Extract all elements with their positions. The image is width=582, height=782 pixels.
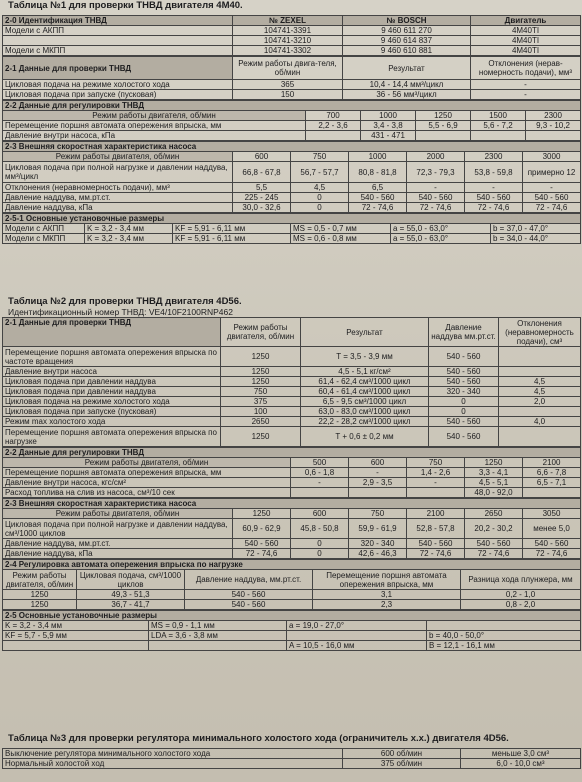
table-cell: 5,5 - 6,9 <box>416 121 471 131</box>
table-cell: 2-5 Основные установочные размеры <box>3 611 581 621</box>
table-cell: 2100 <box>523 458 581 468</box>
table-cell: Режим работы двигателя, об/мин <box>3 458 291 468</box>
table-cell: - <box>349 468 407 478</box>
table-cell: Режим работы двигателя, об/мин <box>3 111 306 121</box>
table-cell: b = 37,0 - 47,0° <box>491 224 581 234</box>
table-row <box>3 549 581 559</box>
table-row <box>3 367 581 377</box>
table-cell: KF = 5,7 - 5,9 мм <box>3 631 149 641</box>
table-cell: 0,2 - 1,0 <box>461 590 581 600</box>
table-cell: 600 <box>233 152 291 162</box>
table-cell: 1250 <box>416 111 471 121</box>
table-cell: 6,5 - 7,1 <box>523 478 581 488</box>
table-cell: T = 3,5 - 3,9 мм <box>301 347 429 367</box>
table-cell: 540 - 560 <box>465 539 523 549</box>
table-cell <box>499 347 581 367</box>
table-cell: 72 - 74,6 <box>407 549 465 559</box>
table-cell: 2-5-1 Основные установочные размеры <box>3 214 581 224</box>
table-cell: 72 - 74,6 <box>465 549 523 559</box>
table-2-section-2-1 <box>2 317 581 447</box>
table-cell: Цикловая подача при полной нагрузке и давлении наддува, мм³/цикл <box>3 162 233 183</box>
table-cell: 540 - 560 <box>429 377 499 387</box>
table-cell: 0 <box>291 539 349 549</box>
table-cell: 0,8 - 2,0 <box>461 600 581 610</box>
table-cell: 540 - 560 <box>185 590 313 600</box>
table-cell: 59,9 - 61,9 <box>349 519 407 539</box>
table-cell: меньше 3,0 см³ <box>461 749 581 759</box>
table-row <box>3 387 581 397</box>
table-cell: 1000 <box>361 111 416 121</box>
table-row <box>3 749 581 759</box>
table-cell: 2,2 - 3,6 <box>306 121 361 131</box>
table-cell: 540 - 560 <box>465 193 523 203</box>
table-2-subtitle: Идентификационный номер ТНВД: VE4/10F2100RNP462 <box>8 307 233 317</box>
table-cell <box>149 641 287 651</box>
table-cell: Цикловая подача при полной нагрузке и давлении наддува, см³/1000 циклов <box>3 519 233 539</box>
table-cell: 6,0 - 10,0 см³ <box>461 759 581 769</box>
table-cell: Результат <box>343 57 471 80</box>
table-cell: 2-1 Данные для проверки ТНВД <box>3 57 233 80</box>
table-row <box>3 26 581 36</box>
table-cell: 42,6 - 46,3 <box>349 549 407 559</box>
table-cell: № ZEXEL <box>233 16 343 26</box>
table-cell: 540 - 560 <box>429 427 499 447</box>
table-cell: MS = 0,9 - 1,1 мм <box>149 621 287 631</box>
table-cell: 3000 <box>523 152 581 162</box>
table-cell: 2,0 <box>499 397 581 407</box>
table-cell: 2100 <box>407 509 465 519</box>
table-cell: 49,3 - 51,3 <box>77 590 185 600</box>
table-cell: 72 - 74,6 <box>523 549 581 559</box>
table-cell: 540 - 560 <box>429 367 499 377</box>
table-cell: Расход топлива на слив из насоса, см³/10 сек <box>3 488 291 498</box>
table-cell: 56,7 - 57,7 <box>291 162 349 183</box>
table-cell: Режим max холостого хода <box>3 417 221 427</box>
table-cell: 52,8 - 57,8 <box>407 519 465 539</box>
table-cell: 1250 <box>3 600 77 610</box>
table-cell: 104741-3302 <box>233 46 343 56</box>
table-cell: 3,4 - 3,8 <box>361 121 416 131</box>
table-cell: 0,6 - 1,8 <box>291 468 349 478</box>
table-cell: 365 <box>233 80 343 90</box>
table-cell: 9,3 - 10,2 <box>526 121 581 131</box>
table-cell: 4,0 <box>499 417 581 427</box>
table-cell: Модели с АКПП <box>3 26 233 36</box>
table-1-section-2-2 <box>2 100 581 141</box>
table-cell: Результат <box>301 318 429 347</box>
table-cell: KF = 5,91 - 6,11 мм <box>173 224 291 234</box>
table-cell: 63,0 - 83,0 см³/1000 цикл <box>301 407 429 417</box>
table-cell: 30,0 - 32,6 <box>233 203 291 213</box>
table-cell: Перемещение поршня автомата опережения впрыска, мм <box>313 570 461 590</box>
table-cell: Цикловая подача при давлении наддува <box>3 387 221 397</box>
table-cell: Давление внутри насоса, кПа <box>3 131 306 141</box>
table-cell: Цикловая подача, см³/1000 циклов <box>77 570 185 590</box>
table-cell: 0 <box>291 549 349 559</box>
table-cell: 150 <box>233 90 343 100</box>
table-cell: Модели с АКПП <box>3 224 85 234</box>
table-cell: 375 об/мин <box>343 759 461 769</box>
table-cell: 0 <box>429 407 499 417</box>
table-1-section-2-1 <box>2 56 581 100</box>
table-row <box>3 131 581 141</box>
table-cell: 540 - 560 <box>233 539 291 549</box>
table-cell: 500 <box>291 458 349 468</box>
table-cell: 36,7 - 41,7 <box>77 600 185 610</box>
table-cell: Давление внутри насоса <box>3 367 221 377</box>
table-cell: Давление наддува, мм.рт.ст. <box>185 570 313 590</box>
table-cell <box>3 36 233 46</box>
table-row <box>3 183 581 193</box>
table-cell: K = 3,2 - 3,4 мм <box>3 621 149 631</box>
table-cell: - <box>523 183 581 193</box>
table-cell: Режим работы двигателя, об/мин <box>3 509 233 519</box>
table-cell <box>427 621 581 631</box>
table-row <box>3 121 581 131</box>
table-cell: K = 3,2 - 3,4 мм <box>85 234 173 244</box>
table-cell: 2-4 Регулировка автомата опережения впрыска по нагрузке <box>3 560 581 570</box>
table-cell: 20,2 - 30,2 <box>465 519 523 539</box>
table-row <box>3 427 581 447</box>
table-cell: 2-0 Идентификация ТНВД <box>3 16 233 26</box>
table-cell: 2650 <box>221 417 301 427</box>
table-cell <box>349 488 407 498</box>
table-cell: 320 - 340 <box>429 387 499 397</box>
table-cell: 72,3 - 79,3 <box>407 162 465 183</box>
table-cell: a = 55,0 - 63,0° <box>391 224 491 234</box>
table-cell: 4M40TI <box>471 46 581 56</box>
table-row <box>3 162 581 183</box>
table-cell <box>499 427 581 447</box>
table-cell: 0 <box>291 203 349 213</box>
table-cell: № BOSCH <box>343 16 471 26</box>
table-cell: T + 0,6 ± 0,2 мм <box>301 427 429 447</box>
table-cell: 2300 <box>465 152 523 162</box>
table-row <box>3 631 581 641</box>
table-row <box>3 193 581 203</box>
table-row <box>3 234 581 244</box>
table-cell <box>526 131 581 141</box>
table-1-section-2-3 <box>2 141 581 213</box>
table-cell <box>287 631 427 641</box>
table-row <box>3 417 581 427</box>
table-cell: 9 460 614 837 <box>343 36 471 46</box>
table-cell: 6,5 - 9,5 см³/1000 цикл <box>301 397 429 407</box>
table-cell <box>499 407 581 417</box>
table-cell: 6,5 <box>349 183 407 193</box>
table-cell <box>3 641 149 651</box>
table-cell: 540 - 560 <box>429 417 499 427</box>
table-cell: a = 19,0 - 27,0° <box>287 621 427 631</box>
table-3-title: Таблица №3 для проверки регулятора минимального холостого хода (ограничитель х.х.) двигателя 4D56. <box>8 733 509 744</box>
table-cell: 2650 <box>465 509 523 519</box>
table-cell: Цикловая подача при запуске (пусковая) <box>3 407 221 417</box>
table-cell: - <box>407 478 465 488</box>
table-cell: 48,0 - 92,0 <box>465 488 523 498</box>
table-cell: Цикловая подача на режиме холостого хода <box>3 397 221 407</box>
table-cell: 22,2 - 28,2 см³/1000 цикл <box>301 417 429 427</box>
table-cell: 9 460 611 270 <box>343 26 471 36</box>
table-cell: Нормальный холостой ход <box>3 759 343 769</box>
table-cell: менее 5,0 <box>523 519 581 539</box>
table-cell: Давление наддува, мм.рт.ст. <box>3 193 233 203</box>
table-cell: 540 - 560 <box>185 600 313 610</box>
table-row <box>3 90 581 100</box>
table-cell: 4M40TI <box>471 26 581 36</box>
table-cell: 320 - 340 <box>349 539 407 549</box>
table-cell: 1250 <box>233 509 291 519</box>
table-cell: 72 - 74,6 <box>465 203 523 213</box>
table-2-section-2-5 <box>2 610 581 651</box>
table-cell: 750 <box>407 458 465 468</box>
table-2-section-2-2 <box>2 447 581 498</box>
table-cell: Режим работы двигателя, об/мин <box>3 570 77 590</box>
table-cell: Цикловая подача при давлении наддува <box>3 377 221 387</box>
table-cell: 9 460 610 881 <box>343 46 471 56</box>
table-cell: Перемещение поршня автомата опережения впрыска по частоте вращения <box>3 347 221 367</box>
table-1-identification <box>2 15 581 56</box>
table-cell: 1250 <box>221 377 301 387</box>
table-cell: 2,9 - 3,5 <box>349 478 407 488</box>
table-cell: 61,4 - 62,4 см³/1000 цикл <box>301 377 429 387</box>
table-2-title: Таблица №2 для проверки ТНВД двигателя 4D56. <box>8 296 242 307</box>
table-cell: 1250 <box>465 458 523 468</box>
table-cell: 100 <box>221 407 301 417</box>
table-cell: 4,5 <box>499 387 581 397</box>
table-1-title: Таблица №1 для проверки ТНВД двигателя 4М40. <box>8 0 243 11</box>
table-row <box>3 407 581 417</box>
table-cell: 4,5 - 5,1 <box>465 478 523 488</box>
table-cell: Давление наддува, мм.рт.ст. <box>3 539 233 549</box>
table-cell: 1500 <box>471 111 526 121</box>
table-row <box>3 46 581 56</box>
table-cell: 225 - 245 <box>233 193 291 203</box>
table-cell: 2300 <box>526 111 581 121</box>
table-cell: Перемещение поршня автомата опережения впрыска по нагрузке <box>3 427 221 447</box>
table-cell: 2-3 Внешняя скоростная характеристика насоса <box>3 499 581 509</box>
table-3-body <box>2 748 581 769</box>
table-cell: 540 - 560 <box>349 193 407 203</box>
table-cell: Двигатель <box>471 16 581 26</box>
table-cell: 45,8 - 50,8 <box>291 519 349 539</box>
table-cell: Режим работы двигателя, об/мин <box>3 152 233 162</box>
table-cell: Давление наддува, кПа <box>3 203 233 213</box>
table-cell: 1250 <box>221 367 301 377</box>
table-cell: 1250 <box>221 427 301 447</box>
table-cell: LDA = 3,6 - 3,8 мм <box>149 631 287 641</box>
table-cell: 3,3 - 4,1 <box>465 468 523 478</box>
table-cell: 5,6 - 7,2 <box>471 121 526 131</box>
table-cell: 72 - 74,6 <box>523 203 581 213</box>
table-cell: 4,5 <box>291 183 349 193</box>
table-cell: 600 <box>349 458 407 468</box>
table-cell: 540 - 560 <box>523 193 581 203</box>
table-cell: Режим работы двига-теля, об/мин <box>233 57 343 80</box>
table-row <box>3 600 581 610</box>
table-cell <box>471 131 526 141</box>
table-cell: b = 40,0 - 50,0° <box>427 631 581 641</box>
table-cell: Модели с МКПП <box>3 46 233 56</box>
table-cell: MS = 0,5 - 0,7 мм <box>291 224 391 234</box>
table-row <box>3 224 581 234</box>
table-cell: Модели с МКПП <box>3 234 85 244</box>
table-row <box>3 590 581 600</box>
table-row <box>3 621 581 631</box>
table-cell: KF = 5,91 - 6,11 мм <box>173 234 291 244</box>
table-cell: Отклонения (неравномерность подачи), мм³ <box>3 183 233 193</box>
table-cell: Цикловая подача на режиме холостого хода <box>3 80 233 90</box>
table-cell: 750 <box>349 509 407 519</box>
table-cell: 104741-3210 <box>233 36 343 46</box>
table-cell: 4M40TI <box>471 36 581 46</box>
table-cell: A = 10,5 - 16,0 мм <box>287 641 427 651</box>
table-row <box>3 478 581 488</box>
table-cell: 2-1 Данные для проверки ТНВД <box>3 318 221 347</box>
table-1-section-2-5-1 <box>2 213 581 244</box>
table-cell: Отклонения (нерав-номерность подачи), мм³ <box>471 57 581 80</box>
table-cell: 540 - 560 <box>429 347 499 367</box>
table-cell: Разница хода плунжера, мм <box>461 570 581 590</box>
table-row <box>3 759 581 769</box>
table-cell: 6,6 - 7,8 <box>523 468 581 478</box>
table-cell: 2,3 <box>313 600 461 610</box>
table-cell: 2-3 Внешняя скоростная характеристика насоса <box>3 142 581 152</box>
table-cell: 540 - 560 <box>407 193 465 203</box>
table-cell: 4,5 <box>499 377 581 387</box>
table-cell: K = 3,2 - 3,4 мм <box>85 224 173 234</box>
table-row <box>3 80 581 90</box>
table-cell: 1,4 - 2,6 <box>407 468 465 478</box>
table-cell: 72 - 74,6 <box>349 203 407 213</box>
table-row <box>3 539 581 549</box>
table-cell: - <box>291 478 349 488</box>
table-cell: Давление наддува мм.рт.ст. <box>429 318 499 347</box>
table-cell: 750 <box>291 152 349 162</box>
table-row <box>3 641 581 651</box>
table-cell <box>306 131 361 141</box>
table-1 <box>2 0 580 244</box>
table-row <box>3 519 581 539</box>
table-cell: примерно 12 <box>523 162 581 183</box>
table-cell: 60,9 - 62,9 <box>233 519 291 539</box>
table-cell: 540 - 560 <box>523 539 581 549</box>
table-cell: 600 об/мин <box>343 749 461 759</box>
table-cell: 0 <box>429 397 499 407</box>
table-cell: Давление внутри насоса, кгс/см² <box>3 478 291 488</box>
table-cell: 72 - 74,6 <box>407 203 465 213</box>
table-cell: 431 - 471 <box>361 131 416 141</box>
table-cell: 3050 <box>523 509 581 519</box>
table-row <box>3 203 581 213</box>
table-cell: 1250 <box>221 347 301 367</box>
table-cell: 750 <box>221 387 301 397</box>
table-2-section-2-4 <box>2 559 581 610</box>
table-cell: Давление наддува, кПа <box>3 549 233 559</box>
table-cell: 36 - 56 мм³/цикл <box>343 90 471 100</box>
table-row <box>3 468 581 478</box>
table-row <box>3 347 581 367</box>
table-cell: B = 12,1 - 16,1 мм <box>427 641 581 651</box>
table-cell <box>407 488 465 498</box>
table-cell: 2000 <box>407 152 465 162</box>
table-cell <box>416 131 471 141</box>
table-cell <box>499 367 581 377</box>
table-cell: - <box>465 183 523 193</box>
table-cell: 600 <box>291 509 349 519</box>
table-cell: - <box>407 183 465 193</box>
table-cell: Цикловая подача при запуске (пусковая) <box>3 90 233 100</box>
table-cell: 1250 <box>3 590 77 600</box>
table-cell: Перемещение поршня автомата опережения впрыска, мм <box>3 468 291 478</box>
table-cell <box>291 488 349 498</box>
table-cell: 0 <box>291 193 349 203</box>
table-cell: 540 - 560 <box>407 539 465 549</box>
table-row <box>3 36 581 46</box>
table-cell: 375 <box>221 397 301 407</box>
table-cell <box>523 488 581 498</box>
table-cell: 700 <box>306 111 361 121</box>
table-cell: Режим работы двигателя, об/мин <box>221 318 301 347</box>
table-cell: 60,4 - 61,4 см³/1000 цикл <box>301 387 429 397</box>
table-cell: - <box>471 80 581 90</box>
table-cell: MS = 0,6 - 0,8 мм <box>291 234 391 244</box>
table-cell: 53,8 - 59,8 <box>465 162 523 183</box>
table-cell: 2-2 Данные для регулировки ТНВД <box>3 448 581 458</box>
table-cell: Отклонения (неравномерность подачи), см³ <box>499 318 581 347</box>
table-cell: Выключение регулятора минимального холостого хода <box>3 749 343 759</box>
table-cell: b = 34,0 - 44,0° <box>491 234 581 244</box>
table-row <box>3 397 581 407</box>
table-cell: 3,1 <box>313 590 461 600</box>
table-cell: a = 55,0 - 63,0° <box>391 234 491 244</box>
table-row <box>3 377 581 387</box>
table-cell: 104741-3391 <box>233 26 343 36</box>
table-cell: 72 - 74,6 <box>233 549 291 559</box>
table-2-section-2-3 <box>2 498 581 559</box>
table-cell: Перемещение поршня автомата опережения впрыска, мм <box>3 121 306 131</box>
table-cell: 5,5 <box>233 183 291 193</box>
table-2 <box>2 296 580 651</box>
table-cell: 4,5 - 5,1 кг/см² <box>301 367 429 377</box>
table-3 <box>2 733 580 769</box>
table-cell: 66,8 - 67,8 <box>233 162 291 183</box>
table-cell: - <box>471 90 581 100</box>
table-cell: 80,8 - 81,8 <box>349 162 407 183</box>
table-cell: 2-2 Данные для регулировки ТНВД <box>3 101 581 111</box>
table-row <box>3 488 581 498</box>
table-cell: 10,4 - 14,4 мм³/цикл <box>343 80 471 90</box>
table-cell: 1000 <box>349 152 407 162</box>
